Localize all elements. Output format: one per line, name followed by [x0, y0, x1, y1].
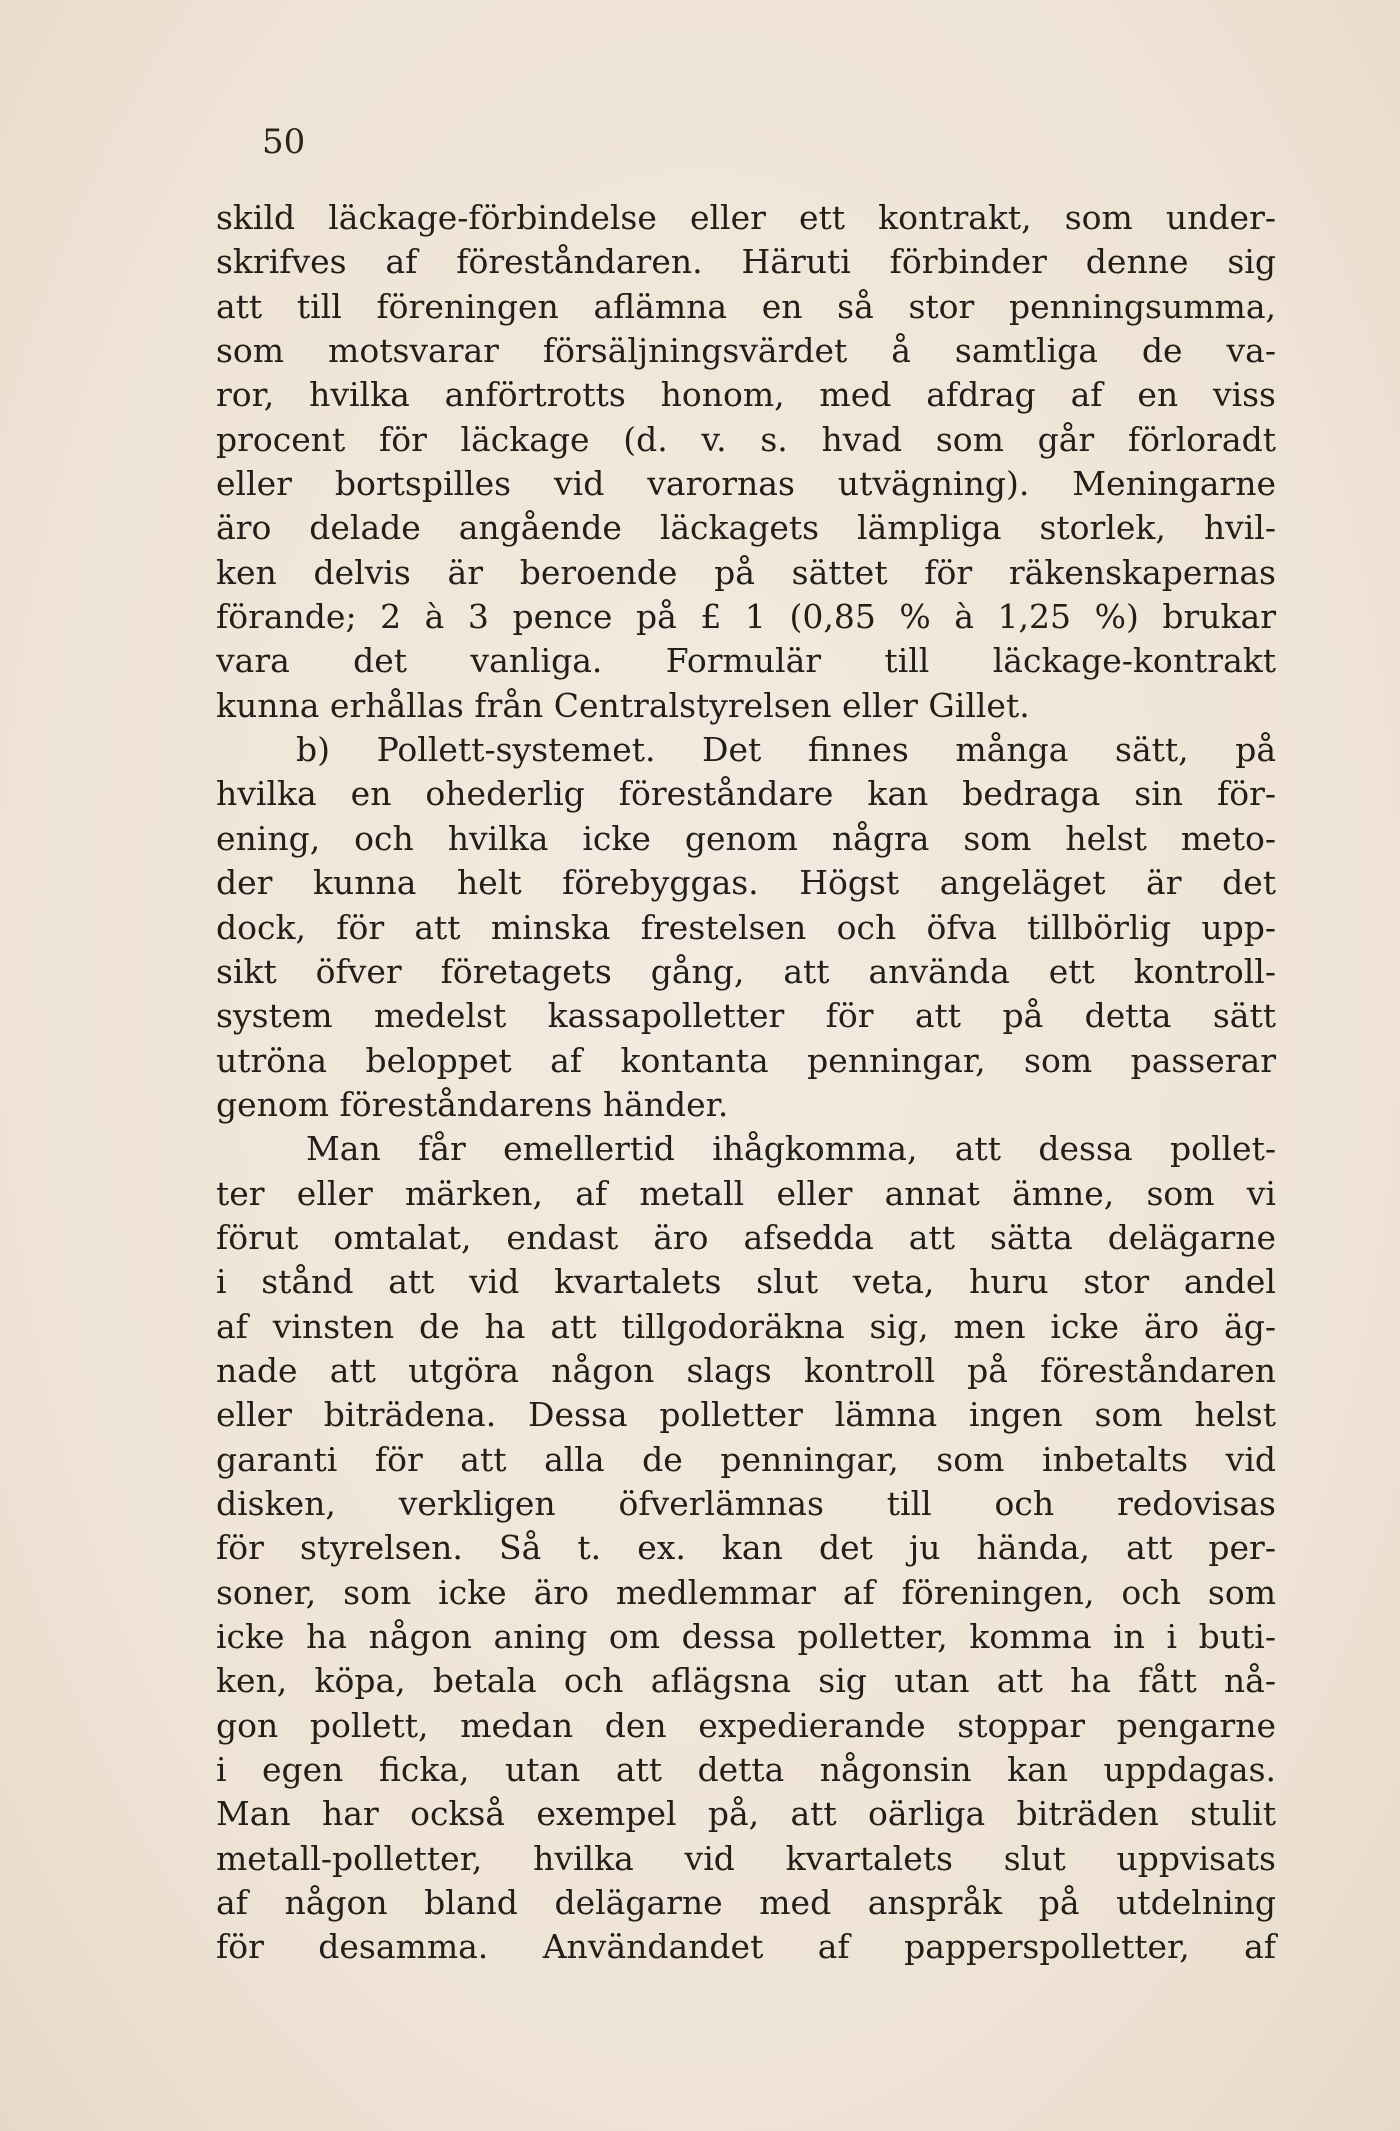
text-line: eller biträdena. Dessa polletter lämna ingen som helst: [216, 1395, 1276, 1435]
text-line: för desamma. Användandet af papperspolletter, af: [216, 1927, 1276, 1967]
text-line: vara det vanliga. Formulär till läckage-kontrakt: [216, 641, 1276, 681]
text-line: som motsvarar försäljningsvärdet å samtliga de va-: [216, 331, 1276, 371]
text-line: disken, verkligen öfverlämnas till och redovisas: [216, 1483, 1276, 1523]
text-line: Man får emellertid ihågkomma, att dessa pollet-: [306, 1129, 1276, 1169]
text-line: hvilka en ohederlig föreståndare kan bedraga sin för-: [216, 774, 1276, 814]
text-line: ken, köpa, betala och aflägsna sig utan att ha fått nå-: [216, 1661, 1276, 1701]
text-line: metall-polletter, hvilka vid kvartalets slut uppvisats: [216, 1838, 1276, 1878]
text-line: skrifves af föreståndaren. Häruti förbinder denne sig: [216, 242, 1276, 282]
text-line: der kunna helt förebyggas. Högst angeläget är det: [216, 863, 1276, 903]
text-line: att till föreningen aflämna en så stor penningsumma,: [216, 286, 1276, 326]
text-line: nade att utgöra någon slags kontroll på föreståndaren: [216, 1350, 1276, 1390]
text-line: system medelst kassapolletter för att på detta sätt: [216, 996, 1276, 1036]
text-line: af någon bland delägarne med anspråk på utdelning: [216, 1883, 1276, 1923]
page-number: 50: [262, 122, 306, 162]
text-line: genom föreståndarens händer.: [216, 1084, 729, 1124]
text-line: skild läckage-förbindelse eller ett kontrakt, som under-: [216, 198, 1276, 237]
text-line: äro delade angående läckagets lämpliga storlek, hvil-: [216, 508, 1276, 548]
text-line: i stånd att vid kvartalets slut veta, huru stor andel: [216, 1262, 1276, 1302]
text-line: i egen ficka, utan att detta någonsin kan uppdagas.: [216, 1750, 1276, 1790]
body-text: [216, 196, 1276, 1970]
text-line: icke ha någon aning om dessa polletter, komma in i buti-: [216, 1617, 1276, 1656]
text-line: dock, för att minska frestelsen och öfva tillbörlig upp-: [216, 907, 1276, 947]
text-line: ening, och hvilka icke genom några som helst meto-: [216, 818, 1276, 858]
text-line: förande; 2 à 3 pence på £ 1 (0,85 % à 1,25 %) brukar: [216, 597, 1276, 637]
text-line: kunna erhållas från Centralstyrelsen eller Gillet.: [216, 685, 1030, 725]
text-line: procent för läckage (d. v. s. hvad som går förloradt: [216, 419, 1276, 459]
text-line: garanti för att alla de penningar, som inbetalts vid: [216, 1439, 1276, 1479]
text-line: b) Pollett-systemet. Det finnes många sätt, på: [296, 730, 1276, 770]
text-line: soner, som icke äro medlemmar af föreningen, och som: [216, 1572, 1276, 1612]
text-line: gon pollett, medan den expedierande stoppar pengarne: [216, 1705, 1276, 1745]
text-line: sikt öfver företagets gång, att använda ett kontroll-: [216, 951, 1276, 991]
text-line: utröna beloppet af kontanta penningar, som passerar: [216, 1040, 1276, 1080]
text-line: Man har också exempel på, att oärliga biträden stulit: [216, 1794, 1276, 1834]
text-line: af vinsten de ha att tillgodoräkna sig, men icke äro äg-: [216, 1306, 1276, 1346]
text-line: ter eller märken, af metall eller annat ämne, som vi: [216, 1173, 1276, 1213]
text-line: förut omtalat, endast äro afsedda att sätta delägarne: [216, 1217, 1276, 1257]
text-line: ror, hvilka anförtrotts honom, med afdrag af en viss: [216, 375, 1276, 415]
text-line: för styrelsen. Så t. ex. kan det ju hända, att per-: [216, 1528, 1276, 1568]
text-line: eller bortspilles vid varornas utvägning). Meningarne: [216, 464, 1276, 504]
text-line: ken delvis är beroende på sättet för räkenskapernas: [216, 552, 1276, 592]
